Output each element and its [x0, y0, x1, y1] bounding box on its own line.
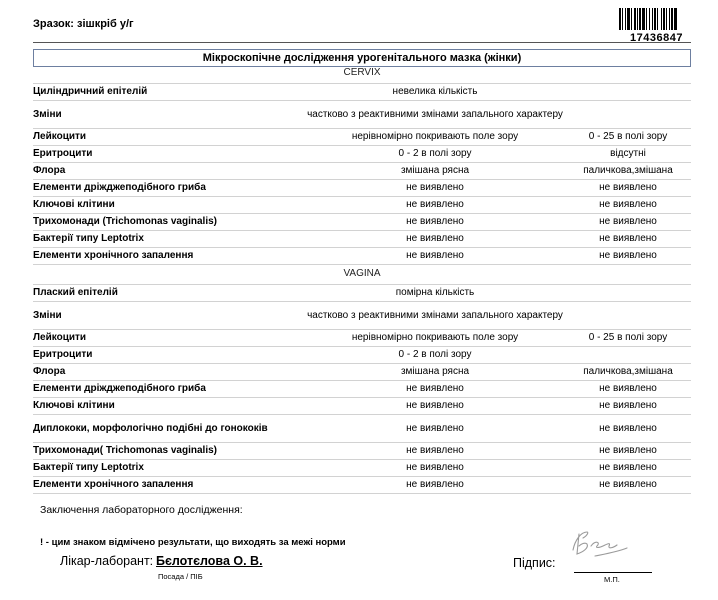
row-reference	[563, 83, 693, 100]
row-name: Бактерії типу Leptotrix	[33, 233, 144, 244]
row-name: Еритроцити	[33, 349, 93, 360]
row-value: не виявлено	[406, 233, 464, 244]
row-reference	[563, 100, 693, 128]
table-row	[33, 284, 691, 301]
doctor-name: Бєлотєлова О. В.	[156, 554, 263, 568]
table-row	[33, 213, 691, 230]
row-value: не виявлено	[406, 216, 464, 227]
row-value: не виявлено	[406, 400, 464, 411]
row-name: Бактерії типу Leptotrix	[33, 462, 144, 473]
table-row	[33, 442, 691, 459]
row-name: Еритроцити	[33, 148, 93, 159]
row-name: Плаский епітелій	[33, 287, 118, 298]
row-reference	[563, 301, 693, 329]
row-reference: не виявлено	[599, 400, 657, 411]
barcode-bar	[677, 8, 678, 30]
row-reference: не виявлено	[599, 383, 657, 394]
row-value: нерівномірно покривають поле зору	[351, 332, 519, 343]
row-name: Ключові клітини	[33, 199, 115, 210]
row-reference: не виявлено	[599, 233, 657, 244]
row-reference: не виявлено	[599, 462, 657, 473]
row-value: не виявлено	[406, 445, 464, 456]
row-name: Ключові клітини	[33, 400, 115, 411]
table-row	[33, 162, 691, 179]
table-row	[33, 459, 691, 476]
table-row	[33, 179, 691, 196]
table-row	[33, 83, 691, 100]
table-row	[33, 414, 691, 442]
row-value: 0 - 2 в полі зору	[398, 349, 472, 360]
row-name: Циліндричний епітелій	[33, 86, 148, 97]
row-value: не виявлено	[406, 199, 464, 210]
stamp-label: М.П.	[604, 575, 620, 584]
row-name: Елементи хронічного запалення	[33, 250, 194, 261]
row-value: не виявлено	[406, 462, 464, 473]
row-name: Лейкоцити	[33, 131, 87, 142]
table-row	[33, 346, 691, 363]
row-reference: не виявлено	[599, 422, 657, 434]
table-row	[33, 301, 691, 329]
row-divider	[33, 264, 691, 265]
row-value: не виявлено	[406, 182, 464, 193]
row-value: помірна кількість	[395, 287, 475, 298]
row-reference: 0 - 25 в полі зору	[588, 332, 668, 343]
row-reference: не виявлено	[599, 479, 657, 490]
report-title: Мікроскопічне дослідження урогенітального мазка (жінки)	[33, 49, 691, 67]
table-row	[33, 128, 691, 145]
barcode-number: 17436847	[630, 32, 683, 44]
row-name: Зміни	[33, 108, 62, 120]
section-header: CERVIX	[343, 67, 381, 78]
header-divider	[33, 42, 691, 43]
section-header: VAGINA	[343, 268, 381, 279]
row-name: Елементи дріжджеподібного гриба	[33, 182, 206, 193]
table-row	[33, 329, 691, 346]
table-row	[33, 145, 691, 162]
row-value: не виявлено	[406, 250, 464, 261]
row-value: не виявлено	[406, 383, 464, 394]
row-reference: відсутні	[610, 148, 646, 159]
row-value: невелика кількість	[392, 86, 478, 97]
table-row	[33, 247, 691, 264]
row-value: 0 - 2 в полі зору	[398, 148, 472, 159]
row-value: нерівномірно покривають поле зору	[351, 131, 519, 142]
row-name: Трихомонади( Trichomonas vaginalis)	[33, 445, 217, 456]
table-row	[33, 397, 691, 414]
signature-icon	[565, 526, 635, 562]
specimen-label: Зразок: зішкріб у/г	[33, 18, 134, 30]
row-value: частково з реактивними змінами запального характеру	[307, 108, 563, 120]
row-name: Елементи дріжджеподібного гриба	[33, 383, 206, 394]
row-reference	[563, 284, 693, 301]
row-name: Флора	[33, 165, 66, 176]
row-reference: не виявлено	[599, 182, 657, 193]
row-reference: паличкова,змішана	[583, 366, 673, 377]
table-row	[33, 476, 691, 493]
row-reference: паличкова,змішана	[583, 165, 673, 176]
row-reference: не виявлено	[599, 445, 657, 456]
row-reference: не виявлено	[599, 250, 657, 261]
position-label: Посада / ПІБ	[158, 572, 203, 581]
row-name: Лейкоцити	[33, 332, 87, 343]
abnormal-note: ! - цим знаком відмічено результати, що виходять за межі норми	[40, 537, 346, 548]
signature-label: Підпис:	[513, 556, 556, 570]
row-value: не виявлено	[406, 422, 464, 434]
row-name: Диплококи, морфологічно подібні до гонококів	[33, 422, 268, 434]
conclusion-label: Заключення лабораторного дослідження:	[40, 504, 243, 516]
row-reference	[563, 346, 693, 363]
row-reference: не виявлено	[599, 199, 657, 210]
row-value: змішана рясна	[400, 366, 470, 377]
row-reference: 0 - 25 в полі зору	[588, 131, 668, 142]
table-row	[33, 363, 691, 380]
row-name: Елементи хронічного запалення	[33, 479, 194, 490]
row-name: Зміни	[33, 309, 62, 321]
doctor-label: Лікар-лаборант:	[60, 554, 154, 568]
table-row	[33, 380, 691, 397]
row-value: змішана рясна	[400, 165, 470, 176]
row-value: не виявлено	[406, 479, 464, 490]
barcode	[619, 8, 691, 30]
table-row	[33, 100, 691, 128]
table-row	[33, 230, 691, 247]
row-reference: не виявлено	[599, 216, 657, 227]
table-row	[33, 196, 691, 213]
row-name: Трихомонади (Trichomonas vaginalis)	[33, 216, 217, 227]
row-divider	[33, 493, 691, 494]
row-value: частково з реактивними змінами запального характеру	[307, 309, 563, 321]
signature-line	[574, 572, 652, 573]
row-name: Флора	[33, 366, 66, 377]
